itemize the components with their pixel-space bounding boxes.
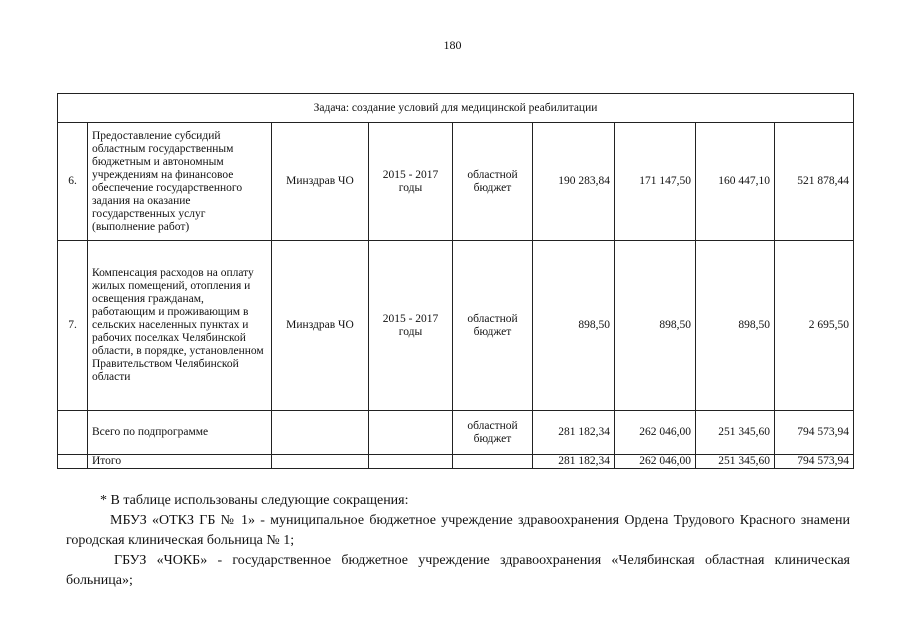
empty-cell <box>369 455 453 469</box>
value-total: 2 695,50 <box>775 241 854 411</box>
executor-cell: Минздрав ЧО <box>272 241 369 411</box>
executor-cell: Минздрав ЧО <box>272 123 369 241</box>
footnotes <box>66 491 850 591</box>
source-cell: областной бюджет <box>453 123 533 241</box>
scan-margin-artifact <box>895 80 901 560</box>
value-2017: 251 345,60 <box>696 455 775 469</box>
footnote-header: * В таблице использованы следующие сокращения: <box>100 493 409 508</box>
empty-cell <box>58 411 88 455</box>
value-2017: 898,50 <box>696 241 775 411</box>
value-2017: 251 345,60 <box>696 411 775 455</box>
subtotal-row <box>58 411 854 455</box>
footnote-abbr-1: МБУЗ «ОТКЗ ГБ № 1» - муниципальное бюджетное учреждение здравоохранения Ордена Трудового Красного знамени городская клиническая больница № 1; <box>66 513 850 548</box>
value-2016: 898,50 <box>615 241 696 411</box>
value-2015: 190 283,84 <box>533 123 615 241</box>
value-total: 794 573,94 <box>775 411 854 455</box>
value-total: 521 878,44 <box>775 123 854 241</box>
empty-cell <box>58 455 88 469</box>
period-cell: 2015 - 2017 годы <box>369 241 453 411</box>
subtotal-label: Всего по подпрограмме <box>88 411 272 455</box>
source-cell: областной бюджет <box>453 241 533 411</box>
value-2017: 160 447,10 <box>696 123 775 241</box>
source-cell: областной бюджет <box>453 411 533 455</box>
value-2016: 262 046,00 <box>615 455 696 469</box>
value-2015: 281 182,34 <box>533 455 615 469</box>
table-row <box>58 241 854 411</box>
row-number: 7. <box>58 241 88 411</box>
task-title: Задача: создание условий для медицинской реабилитации <box>58 94 854 123</box>
empty-cell <box>272 411 369 455</box>
table-row <box>58 123 854 241</box>
activity-name: Компенсация расходов на оплату жилых помещений, отопления и освещения гражданам, работающим и проживающим в сельских населенных пунктах и рабочих поселках Челябинской области, в порядке, установленном Правительством Челябинской области <box>88 241 272 411</box>
value-2016: 262 046,00 <box>615 411 696 455</box>
grand-total-row <box>58 455 854 469</box>
footnote-abbr-2: ГБУЗ «ЧОКБ» - государственное бюджетное учреждение здравоохранения «Челябинская областная клиническая больница»; <box>66 553 850 588</box>
grand-total-label: Итого <box>88 455 272 469</box>
value-total: 794 573,94 <box>775 455 854 469</box>
period-cell: 2015 - 2017 годы <box>369 123 453 241</box>
page-number: 180 <box>443 38 462 52</box>
value-2016: 171 147,50 <box>615 123 696 241</box>
empty-cell <box>272 455 369 469</box>
task-row <box>58 94 854 123</box>
value-2015: 281 182,34 <box>533 411 615 455</box>
program-table <box>57 93 854 469</box>
activity-name: Предоставление субсидий областным государственным бюджетным и автономным учреждениям на финансовое обеспечение государственного задания на оказание государственных услуг (выполнение работ) <box>88 123 272 241</box>
row-number: 6. <box>58 123 88 241</box>
value-2015: 898,50 <box>533 241 615 411</box>
empty-cell <box>453 455 533 469</box>
empty-cell <box>369 411 453 455</box>
